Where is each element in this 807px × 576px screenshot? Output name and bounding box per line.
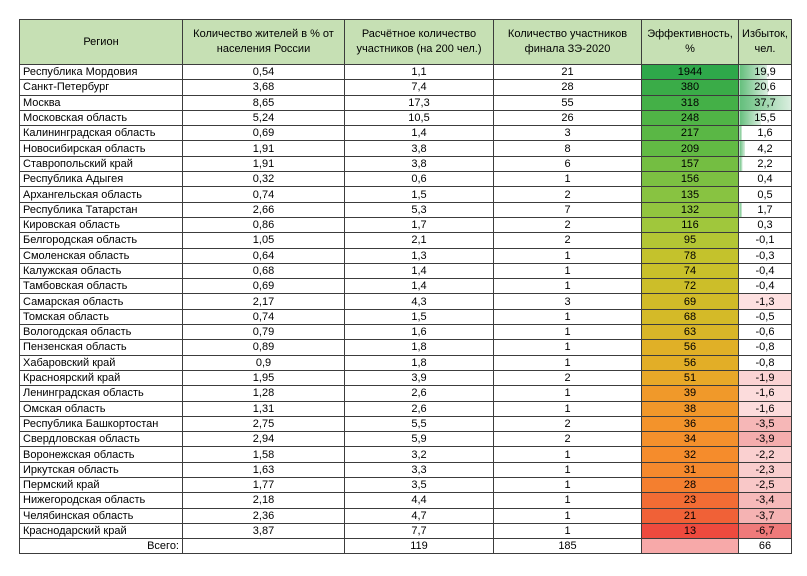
cell-finalists: 1 [494,462,642,477]
cell-finalists: 1 [494,508,642,523]
cell-surplus: -3,7 [739,508,792,523]
cell-surplus: -0,8 [739,340,792,355]
table-row [20,325,792,340]
cell-surplus: 0,5 [739,187,792,202]
cell-surplus: -0,5 [739,309,792,324]
cell-efficiency: 69 [642,294,739,309]
cell-surplus: -0,6 [739,325,792,340]
cell-surplus: 2,2 [739,156,792,171]
table-row [20,432,792,447]
cell-region: Пермский край [20,478,183,493]
table-row [20,110,792,125]
total-pct [183,539,345,554]
cell-efficiency: 51 [642,370,739,385]
cell-region: Республика Мордовия [20,65,183,80]
cell-population-pct: 1,05 [183,233,345,248]
cell-population-pct: 0,64 [183,248,345,263]
cell-region: Пензенская область [20,340,183,355]
cell-region: Санкт-Петербург [20,80,183,95]
cell-efficiency: 28 [642,478,739,493]
table-row [20,217,792,232]
cell-surplus: -0,4 [739,263,792,278]
cell-region: Республика Адыгея [20,172,183,187]
cell-efficiency: 135 [642,187,739,202]
cell-efficiency: 56 [642,355,739,370]
cell-surplus: -3,9 [739,432,792,447]
cell-efficiency: 217 [642,126,739,141]
total-row [20,539,792,554]
cell-finalists: 2 [494,370,642,385]
cell-region: Калининградская область [20,126,183,141]
table-row [20,65,792,80]
table-row [20,386,792,401]
cell-surplus: -0,4 [739,279,792,294]
cell-surplus: -6,7 [739,523,792,538]
cell-estimated: 1,8 [345,355,494,370]
cell-estimated: 3,8 [345,141,494,156]
cell-finalists: 2 [494,416,642,431]
cell-estimated: 4,4 [345,493,494,508]
cell-population-pct: 0,79 [183,325,345,340]
cell-surplus: -0,3 [739,248,792,263]
total-efficiency [642,539,739,554]
cell-region: Ленинградская область [20,386,183,401]
cell-finalists: 1 [494,248,642,263]
cell-surplus: -1,6 [739,386,792,401]
cell-efficiency: 74 [642,263,739,278]
cell-population-pct: 2,18 [183,493,345,508]
cell-efficiency: 116 [642,217,739,232]
table-body [20,65,792,539]
cell-surplus: -2,5 [739,478,792,493]
cell-population-pct: 0,86 [183,217,345,232]
cell-efficiency: 72 [642,279,739,294]
cell-population-pct: 1,63 [183,462,345,477]
cell-region: Московская область [20,110,183,125]
cell-surplus: -2,2 [739,447,792,462]
cell-finalists: 1 [494,309,642,324]
table-row [20,447,792,462]
cell-region: Томская область [20,309,183,324]
cell-efficiency: 1944 [642,65,739,80]
cell-efficiency: 32 [642,447,739,462]
cell-population-pct: 1,95 [183,370,345,385]
cell-efficiency: 31 [642,462,739,477]
table-row [20,233,792,248]
cell-region: Смоленская область [20,248,183,263]
cell-efficiency: 56 [642,340,739,355]
cell-surplus: 20,6 [739,80,792,95]
cell-efficiency: 157 [642,156,739,171]
header-efficiency: Эффективность, % [642,20,739,65]
cell-region: Москва [20,95,183,110]
cell-surplus: 15,5 [739,110,792,125]
cell-finalists: 1 [494,263,642,278]
header-population-pct: Количество жителей в % от населения России [183,20,345,65]
cell-region: Белгородская область [20,233,183,248]
cell-region: Краснодарский край [20,523,183,538]
cell-region: Хабаровский край [20,355,183,370]
cell-region: Нижегородская область [20,493,183,508]
cell-estimated: 3,8 [345,156,494,171]
cell-estimated: 1,5 [345,309,494,324]
cell-estimated: 3,5 [345,478,494,493]
cell-efficiency: 39 [642,386,739,401]
cell-population-pct: 1,91 [183,141,345,156]
cell-region: Омская область [20,401,183,416]
cell-population-pct: 0,69 [183,126,345,141]
cell-population-pct: 1,31 [183,401,345,416]
cell-surplus: 1,6 [739,126,792,141]
cell-surplus: -0,1 [739,233,792,248]
cell-region: Иркутская область [20,462,183,477]
cell-estimated: 5,9 [345,432,494,447]
cell-surplus: -1,6 [739,401,792,416]
cell-population-pct: 2,36 [183,508,345,523]
cell-estimated: 1,3 [345,248,494,263]
table-row [20,401,792,416]
cell-estimated: 1,7 [345,217,494,232]
cell-population-pct: 0,74 [183,309,345,324]
cell-efficiency: 132 [642,202,739,217]
cell-estimated: 1,4 [345,263,494,278]
table-row [20,279,792,294]
table-row [20,309,792,324]
cell-finalists: 2 [494,217,642,232]
table-row [20,340,792,355]
cell-population-pct: 2,66 [183,202,345,217]
cell-estimated: 7,7 [345,523,494,538]
total-label: Всего: [20,539,183,554]
cell-finalists: 7 [494,202,642,217]
header-surplus: Избыток, чел. [739,20,792,65]
cell-estimated: 2,6 [345,401,494,416]
cell-finalists: 26 [494,110,642,125]
cell-population-pct: 1,91 [183,156,345,171]
total-finalists: 185 [494,539,642,554]
header-estimated: Расчётное количество участников (на 200 чел.) [345,20,494,65]
cell-finalists: 55 [494,95,642,110]
cell-efficiency: 68 [642,309,739,324]
cell-region: Челябинская область [20,508,183,523]
cell-estimated: 2,1 [345,233,494,248]
cell-region: Кировская область [20,217,183,232]
header-region: Регион [20,20,183,65]
cell-estimated: 5,3 [345,202,494,217]
cell-efficiency: 63 [642,325,739,340]
table-row [20,370,792,385]
table-row [20,416,792,431]
cell-population-pct: 1,28 [183,386,345,401]
cell-estimated: 17,3 [345,95,494,110]
cell-population-pct: 0,68 [183,263,345,278]
cell-surplus: 19,9 [739,65,792,80]
header-finalists: Количество участников финала ЗЭ-2020 [494,20,642,65]
cell-finalists: 2 [494,432,642,447]
table-row [20,493,792,508]
table-row [20,294,792,309]
cell-region: Воронежская область [20,447,183,462]
cell-finalists: 1 [494,355,642,370]
cell-finalists: 21 [494,65,642,80]
cell-population-pct: 2,94 [183,432,345,447]
table-row [20,95,792,110]
cell-surplus: -1,3 [739,294,792,309]
cell-estimated: 4,3 [345,294,494,309]
cell-estimated: 1,8 [345,340,494,355]
cell-estimated: 3,9 [345,370,494,385]
cell-surplus: -2,3 [739,462,792,477]
cell-finalists: 1 [494,340,642,355]
table-row [20,462,792,477]
cell-region: Республика Башкортостан [20,416,183,431]
cell-finalists: 28 [494,80,642,95]
cell-region: Свердловская область [20,432,183,447]
cell-population-pct: 0,69 [183,279,345,294]
cell-population-pct: 0,89 [183,340,345,355]
cell-efficiency: 34 [642,432,739,447]
cell-finalists: 3 [494,126,642,141]
header-row [20,20,792,65]
cell-estimated: 1,5 [345,187,494,202]
cell-population-pct: 0,9 [183,355,345,370]
cell-estimated: 7,4 [345,80,494,95]
cell-region: Республика Татарстан [20,202,183,217]
cell-estimated: 5,5 [345,416,494,431]
cell-population-pct: 1,77 [183,478,345,493]
cell-region: Красноярский край [20,370,183,385]
cell-finalists: 1 [494,447,642,462]
cell-estimated: 3,2 [345,447,494,462]
cell-region: Самарская область [20,294,183,309]
cell-efficiency: 209 [642,141,739,156]
cell-population-pct: 8,65 [183,95,345,110]
cell-estimated: 1,6 [345,325,494,340]
table-row [20,355,792,370]
cell-estimated: 3,3 [345,462,494,477]
cell-efficiency: 318 [642,95,739,110]
cell-population-pct: 0,74 [183,187,345,202]
cell-efficiency: 21 [642,508,739,523]
table-row [20,263,792,278]
cell-finalists: 8 [494,141,642,156]
cell-region: Калужская область [20,263,183,278]
cell-population-pct: 2,17 [183,294,345,309]
cell-estimated: 0,6 [345,172,494,187]
table-row [20,156,792,171]
cell-region: Тамбовская область [20,279,183,294]
cell-efficiency: 156 [642,172,739,187]
total-estimated: 119 [345,539,494,554]
cell-surplus: -3,5 [739,416,792,431]
cell-estimated: 2,6 [345,386,494,401]
cell-finalists: 1 [494,478,642,493]
cell-finalists: 2 [494,187,642,202]
cell-finalists: 2 [494,233,642,248]
cell-population-pct: 3,68 [183,80,345,95]
table-row [20,126,792,141]
cell-population-pct: 0,54 [183,65,345,80]
cell-estimated: 1,4 [345,279,494,294]
cell-efficiency: 248 [642,110,739,125]
cell-finalists: 1 [494,386,642,401]
cell-efficiency: 78 [642,248,739,263]
cell-efficiency: 95 [642,233,739,248]
cell-estimated: 4,7 [345,508,494,523]
cell-efficiency: 23 [642,493,739,508]
table-row [20,80,792,95]
total-surplus: 66 [739,539,792,554]
cell-surplus: -1,9 [739,370,792,385]
cell-population-pct: 0,32 [183,172,345,187]
cell-finalists: 3 [494,294,642,309]
cell-efficiency: 380 [642,80,739,95]
cell-region: Новосибирская область [20,141,183,156]
table-row [20,187,792,202]
cell-population-pct: 2,75 [183,416,345,431]
cell-finalists: 1 [494,172,642,187]
cell-region: Архангельская область [20,187,183,202]
region-efficiency-table [19,19,792,554]
cell-finalists: 1 [494,279,642,294]
table-row [20,202,792,217]
table-row [20,508,792,523]
cell-population-pct: 3,87 [183,523,345,538]
cell-finalists: 1 [494,325,642,340]
cell-surplus: 1,7 [739,202,792,217]
cell-surplus: 37,7 [739,95,792,110]
cell-estimated: 1,1 [345,65,494,80]
cell-surplus: 4,2 [739,141,792,156]
cell-finalists: 1 [494,401,642,416]
cell-population-pct: 1,58 [183,447,345,462]
table-row [20,478,792,493]
table-row [20,172,792,187]
table-row [20,248,792,263]
cell-surplus: -3,4 [739,493,792,508]
cell-region: Вологодская область [20,325,183,340]
table-row [20,523,792,538]
cell-finalists: 1 [494,523,642,538]
table-row [20,141,792,156]
cell-estimated: 10,5 [345,110,494,125]
cell-finalists: 6 [494,156,642,171]
cell-surplus: 0,4 [739,172,792,187]
cell-efficiency: 36 [642,416,739,431]
cell-population-pct: 5,24 [183,110,345,125]
cell-efficiency: 38 [642,401,739,416]
cell-surplus: -0,8 [739,355,792,370]
cell-region: Ставропольский край [20,156,183,171]
cell-estimated: 1,4 [345,126,494,141]
cell-efficiency: 13 [642,523,739,538]
cell-finalists: 1 [494,493,642,508]
cell-surplus: 0,3 [739,217,792,232]
